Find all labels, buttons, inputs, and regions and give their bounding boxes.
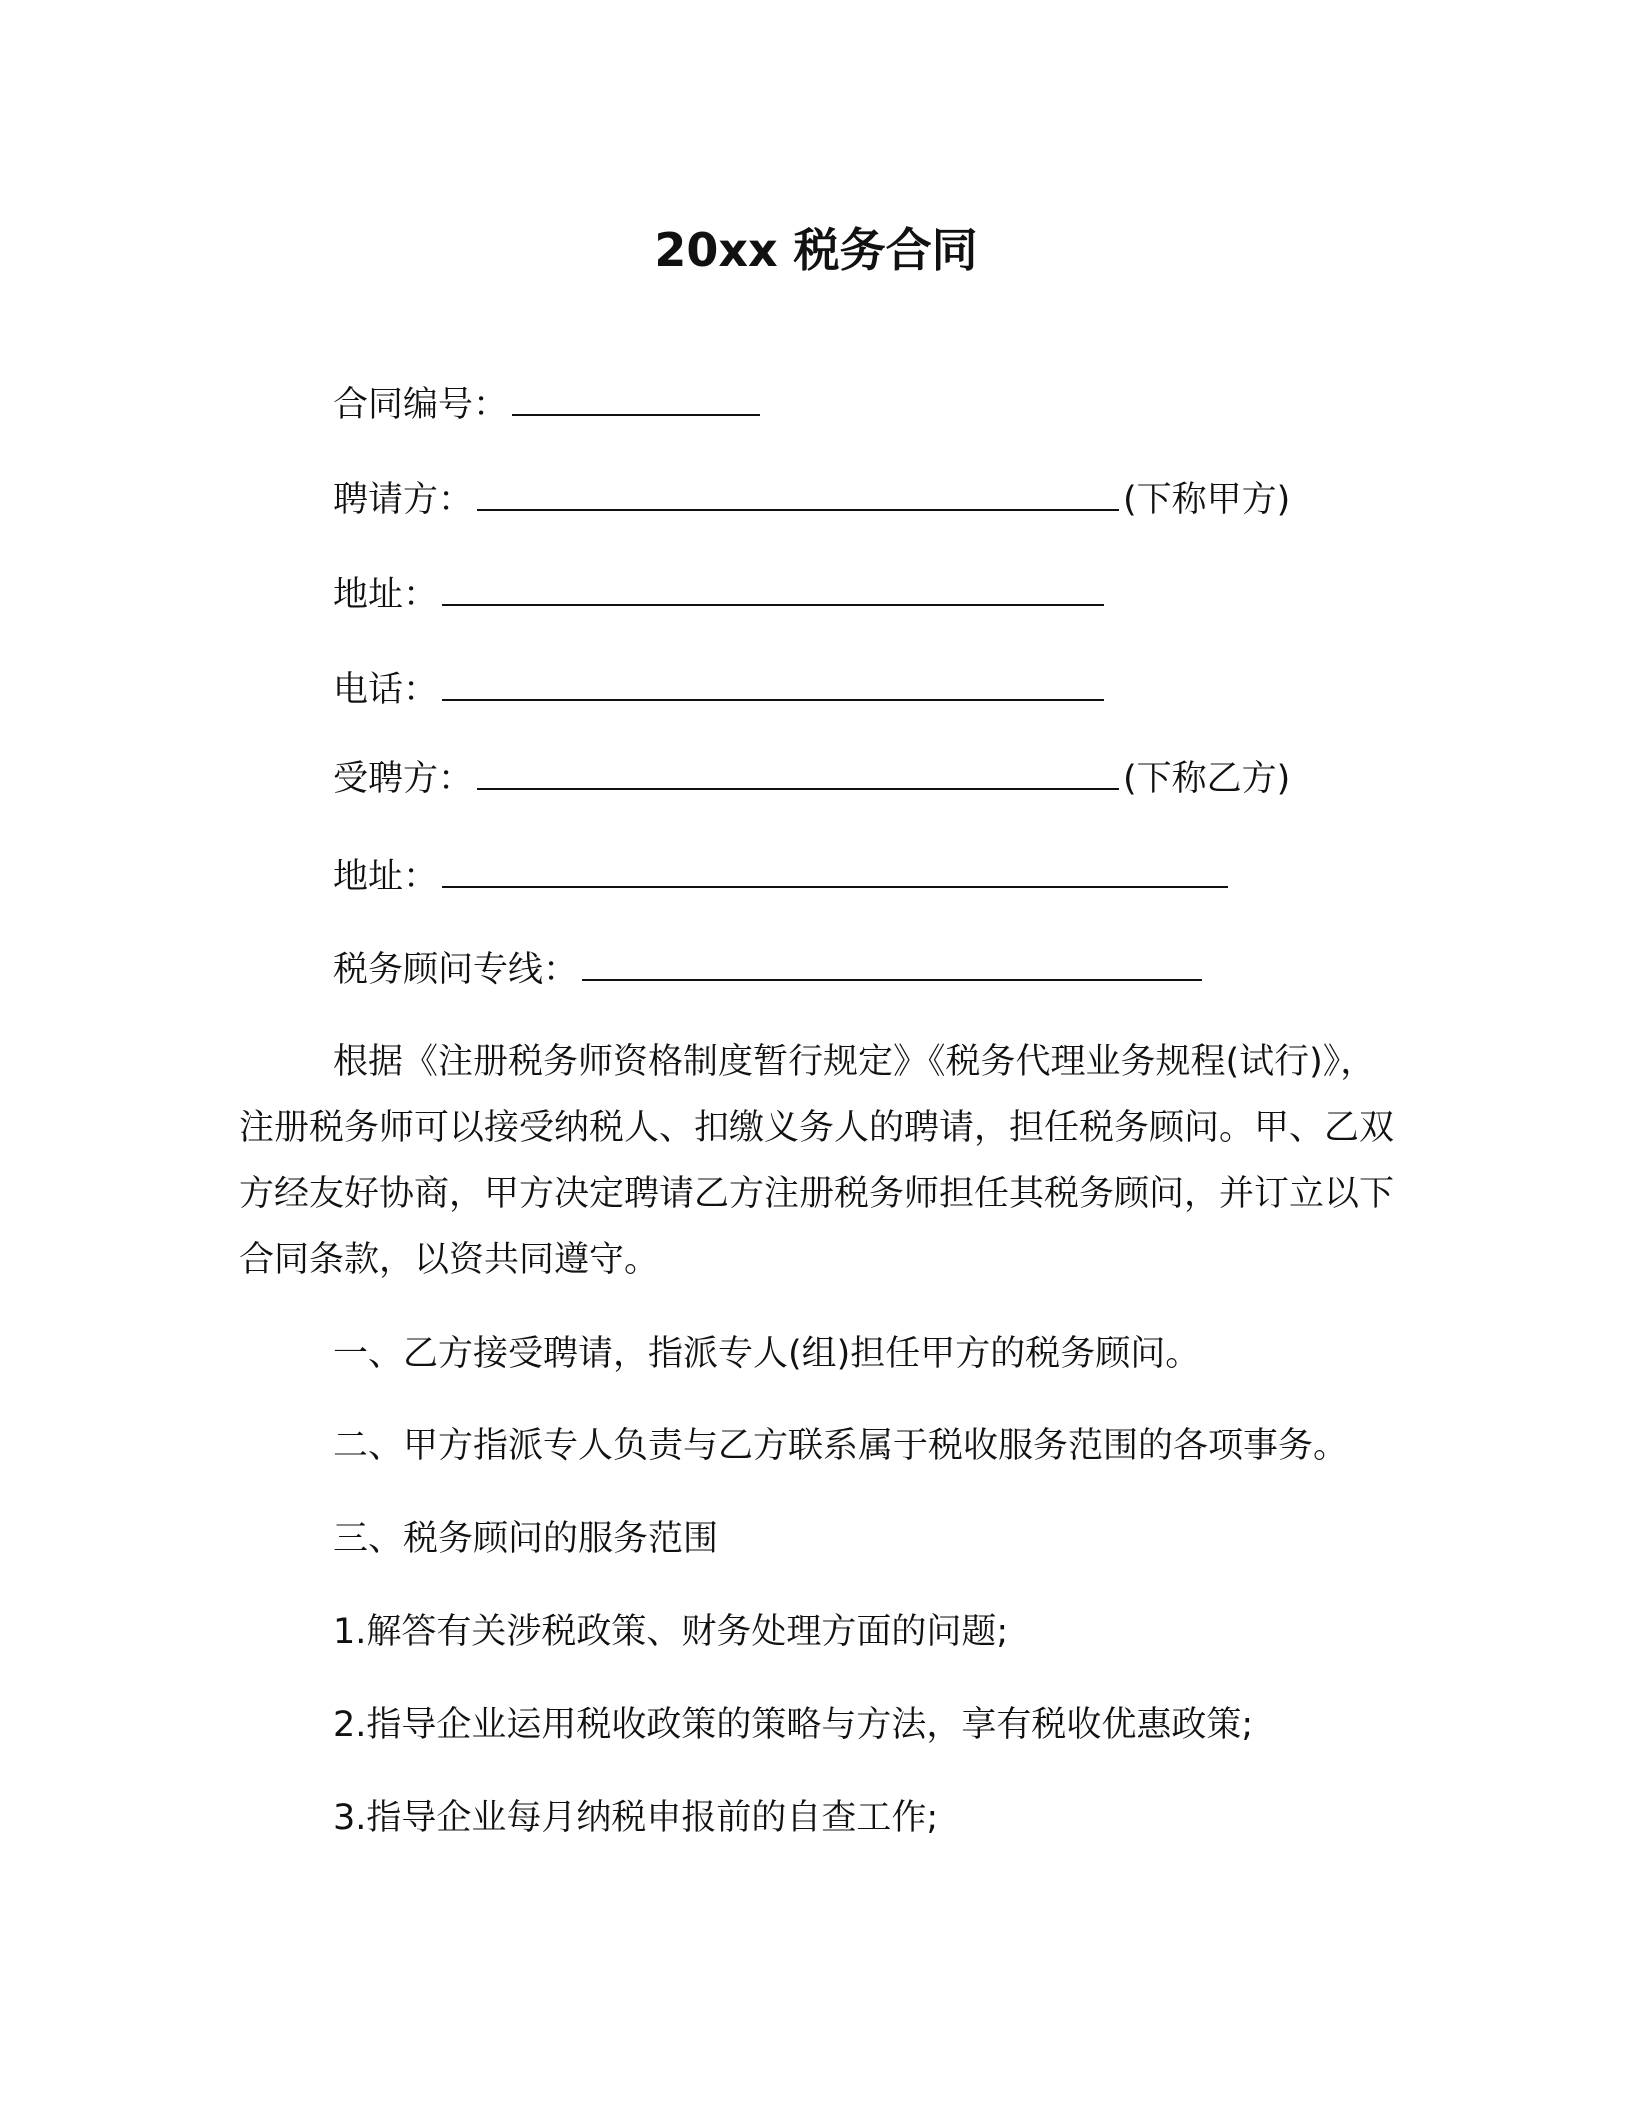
field-suffix: (下称甲方): [1123, 480, 1291, 520]
field-label: 税务顾问专线：: [333, 950, 579, 990]
blank-line[interactable]: [512, 406, 760, 416]
field-tax-hotline: [333, 948, 1206, 992]
blank-line[interactable]: [442, 878, 1228, 888]
field-employee: [333, 757, 1290, 801]
intro-text: 根据《注册税务师资格制度暂行规定》《税务代理业务规程(试行)》，注册税务师可以接受纳税人、扣缴义务人的聘请，担任税务顾问。甲、乙双方经友好协商，甲方决定聘请乙方注册税务师担任其税务顾问，并订立以下合同条款，以资共同遵守。: [239, 1042, 1395, 1280]
clause-3-item-3: 3.指导企业每月纳税申报前的自查工作;: [333, 1798, 939, 1838]
field-suffix: (下称乙方): [1123, 759, 1291, 799]
field-label: 电话：: [333, 670, 439, 710]
field-label: 地址：: [333, 575, 439, 615]
field-label: 地址：: [333, 857, 439, 897]
document-title: 20xx 税务合同: [654, 223, 978, 277]
clause-3-heading: 三、税务顾问的服务范围: [333, 1519, 719, 1559]
clause-3-item-2: 2.指导企业运用税收政策的策略与方法，享有税收优惠政策;: [333, 1705, 1254, 1745]
field-employer-address: [333, 573, 1108, 617]
clause-3-item-1: 1.解答有关涉税政策、财务处理方面的问题;: [333, 1612, 1009, 1652]
blank-line[interactable]: [442, 596, 1104, 606]
blank-line[interactable]: [442, 691, 1104, 701]
field-contract-number: [333, 383, 764, 427]
field-phone: [333, 668, 1108, 712]
field-label: 受聘方：: [333, 759, 474, 799]
field-employee-address: [333, 855, 1232, 899]
field-label: 聘请方：: [333, 480, 474, 520]
blank-line[interactable]: [477, 501, 1119, 511]
clause-2: 二、甲方指派专人负责与乙方联系属于税收服务范围的各项事务。: [333, 1426, 1349, 1466]
field-employer: [333, 478, 1290, 522]
blank-line[interactable]: [582, 971, 1202, 981]
blank-line[interactable]: [477, 780, 1119, 790]
field-label: 合同编号：: [333, 385, 509, 425]
clause-1: 一、乙方接受聘请，指派专人(组)担任甲方的税务顾问。: [333, 1334, 1201, 1374]
intro-paragraph: [239, 1029, 1399, 1293]
